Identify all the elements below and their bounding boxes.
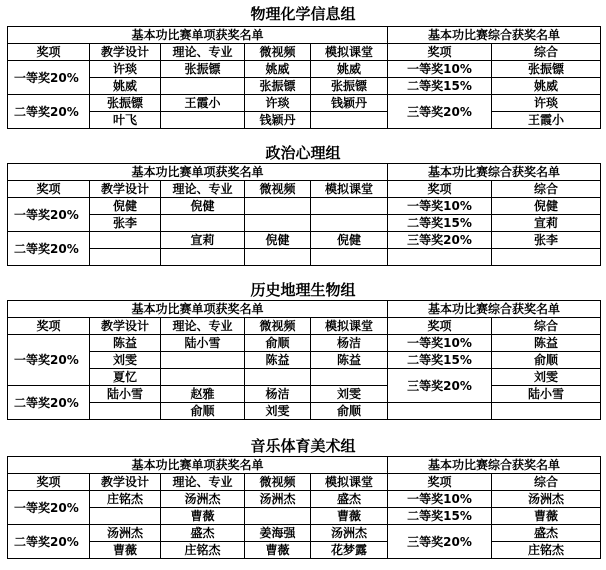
first-prize-label: 一等奖20% [8, 335, 90, 386]
combined-header: 综合 [492, 318, 601, 335]
name-cell: 张振镖 [90, 95, 161, 112]
name-cell: 陈益 [90, 335, 161, 352]
name-cell: 王霞小 [161, 95, 245, 112]
award-table-music-sports-art [7, 456, 601, 559]
name-cell [161, 78, 245, 95]
name-cell: 陆小雪 [90, 386, 161, 403]
name-cell: 张振镖 [311, 78, 388, 95]
name-cell: 曹薇 [245, 542, 311, 559]
name-cell: 汤洲杰 [161, 491, 245, 508]
name-cell: 盛杰 [161, 525, 245, 542]
name-cell: 倪健 [90, 198, 161, 215]
name-cell: 俞顺 [161, 403, 245, 420]
name-cell: 姜海强 [245, 525, 311, 542]
combined-name-cell: 姚威 [492, 78, 601, 95]
name-cell [245, 215, 311, 232]
second-prize-label: 二等奖20% [8, 95, 90, 129]
mock-class-header: 模拟课堂 [311, 44, 388, 61]
name-cell: 庄铭杰 [161, 542, 245, 559]
first-prize-label: 一等奖20% [8, 61, 90, 95]
name-cell [245, 508, 311, 525]
award-header: 奖项 [8, 318, 90, 335]
name-cell [90, 249, 161, 266]
name-cell: 刘雯 [90, 352, 161, 369]
name-cell [311, 112, 388, 129]
theory-header: 理论、专业 [161, 44, 245, 61]
combined-award-header: 奖项 [388, 181, 492, 198]
combined-name-cell: 许琰 [492, 95, 601, 112]
name-cell: 曹薇 [311, 508, 388, 525]
combined-name-cell: 倪健 [492, 198, 601, 215]
single-award-title: 基本功比赛单项获奖名单 [8, 164, 388, 181]
name-cell: 夏忆 [90, 369, 161, 386]
name-cell [90, 508, 161, 525]
combined-name-cell [492, 403, 601, 420]
name-cell: 张振镖 [245, 78, 311, 95]
award-table-history-geography-biology [7, 300, 601, 420]
combined-rank-cell: 三等奖20% [388, 232, 492, 249]
name-cell: 汤洲杰 [90, 525, 161, 542]
name-cell [311, 369, 388, 386]
name-cell: 许琰 [245, 95, 311, 112]
award-table-politics-psychology [7, 163, 601, 266]
name-cell [90, 232, 161, 249]
name-cell: 钱颖丹 [245, 112, 311, 129]
combined-name-cell: 曹薇 [492, 508, 601, 525]
name-cell: 俞顺 [311, 403, 388, 420]
name-cell: 汤洲杰 [311, 525, 388, 542]
name-cell: 姚威 [245, 61, 311, 78]
name-cell: 张振镖 [161, 61, 245, 78]
name-cell: 宣莉 [161, 232, 245, 249]
combined-award-title: 基本功比赛综合获奖名单 [388, 301, 601, 318]
group-title: 政治心理组 [265, 144, 341, 162]
name-cell [161, 112, 245, 129]
name-cell [90, 403, 161, 420]
combined-name-cell: 刘雯 [492, 369, 601, 386]
combined-name-cell [492, 249, 601, 266]
teaching-design-header: 教学设计 [90, 318, 161, 335]
single-award-title: 基本功比赛单项获奖名单 [8, 457, 388, 474]
name-cell: 刘雯 [311, 386, 388, 403]
name-cell: 盛杰 [311, 491, 388, 508]
combined-name-cell: 陆小雪 [492, 386, 601, 403]
name-cell [161, 249, 245, 266]
combined-rank-cell: 一等奖10% [388, 335, 492, 352]
combined-name-cell: 汤洲杰 [492, 491, 601, 508]
combined-rank-cell: 二等奖15% [388, 508, 492, 525]
combined-rank-cell: 一等奖10% [388, 491, 492, 508]
combined-name-cell: 俞顺 [492, 352, 601, 369]
name-cell: 许琰 [90, 61, 161, 78]
combined-header: 综合 [492, 474, 601, 491]
mock-class-header: 模拟课堂 [311, 318, 388, 335]
combined-award-header: 奖项 [388, 44, 492, 61]
name-cell [245, 369, 311, 386]
name-cell: 刘雯 [245, 403, 311, 420]
name-cell: 姚威 [90, 78, 161, 95]
combined-rank-cell: 三等奖20% [388, 525, 492, 559]
theory-header: 理论、专业 [161, 181, 245, 198]
combined-header: 综合 [492, 44, 601, 61]
name-cell: 陆小雪 [161, 335, 245, 352]
combined-name-cell: 宣莉 [492, 215, 601, 232]
combined-rank-cell: 二等奖15% [388, 215, 492, 232]
combined-name-cell: 盛杰 [492, 525, 601, 542]
combined-name-cell: 张李 [492, 232, 601, 249]
mock-class-header: 模拟课堂 [311, 474, 388, 491]
combined-rank-cell [388, 403, 492, 420]
name-cell [161, 215, 245, 232]
name-cell [161, 352, 245, 369]
name-cell: 叶飞 [90, 112, 161, 129]
teaching-design-header: 教学设计 [90, 44, 161, 61]
combined-award-header: 奖项 [388, 318, 492, 335]
name-cell: 俞顺 [245, 335, 311, 352]
name-cell [245, 198, 311, 215]
combined-name-cell: 王霞小 [492, 112, 601, 129]
combined-name-cell: 庄铭杰 [492, 542, 601, 559]
micro-video-header: 微视频 [245, 318, 311, 335]
combined-award-title: 基本功比赛综合获奖名单 [388, 457, 601, 474]
teaching-design-header: 教学设计 [90, 181, 161, 198]
name-cell: 曹薇 [161, 508, 245, 525]
single-award-title: 基本功比赛单项获奖名单 [8, 27, 388, 44]
first-prize-label: 一等奖20% [8, 198, 90, 232]
theory-header: 理论、专业 [161, 318, 245, 335]
combined-award-title: 基本功比赛综合获奖名单 [388, 164, 601, 181]
name-cell [245, 249, 311, 266]
micro-video-header: 微视频 [245, 474, 311, 491]
second-prize-label: 二等奖20% [8, 232, 90, 266]
combined-rank-cell: 三等奖20% [388, 95, 492, 129]
combined-rank-cell [388, 249, 492, 266]
theory-header: 理论、专业 [161, 474, 245, 491]
combined-rank-cell: 二等奖15% [388, 78, 492, 95]
name-cell [311, 249, 388, 266]
name-cell: 张李 [90, 215, 161, 232]
name-cell: 倪健 [161, 198, 245, 215]
name-cell: 汤洲杰 [245, 491, 311, 508]
name-cell: 倪健 [311, 232, 388, 249]
combined-rank-cell: 三等奖20% [388, 369, 492, 403]
combined-rank-cell: 二等奖15% [388, 352, 492, 369]
name-cell [311, 198, 388, 215]
name-cell: 庄铭杰 [90, 491, 161, 508]
name-cell: 陈益 [245, 352, 311, 369]
combined-award-header: 奖项 [388, 474, 492, 491]
second-prize-label: 二等奖20% [8, 525, 90, 559]
second-prize-label: 二等奖20% [8, 386, 90, 420]
name-cell [311, 215, 388, 232]
name-cell: 杨洁 [311, 335, 388, 352]
name-cell: 钱颖丹 [311, 95, 388, 112]
combined-rank-cell: 一等奖10% [388, 61, 492, 78]
combined-award-title: 基本功比赛综合获奖名单 [388, 27, 601, 44]
first-prize-label: 一等奖20% [8, 491, 90, 525]
name-cell: 倪健 [245, 232, 311, 249]
combined-rank-cell: 一等奖10% [388, 198, 492, 215]
award-header: 奖项 [8, 474, 90, 491]
name-cell: 姚威 [311, 61, 388, 78]
award-header: 奖项 [8, 181, 90, 198]
name-cell: 杨洁 [245, 386, 311, 403]
name-cell: 赵雅 [161, 386, 245, 403]
combined-header: 综合 [492, 181, 601, 198]
single-award-title: 基本功比赛单项获奖名单 [8, 301, 388, 318]
name-cell: 花梦露 [311, 542, 388, 559]
group-title: 音乐体育美术组 [250, 437, 356, 455]
award-table-physics-chemistry [7, 26, 601, 129]
teaching-design-header: 教学设计 [90, 474, 161, 491]
name-cell: 陈益 [311, 352, 388, 369]
group-title: 物理化学信息组 [250, 5, 356, 23]
name-cell [161, 369, 245, 386]
micro-video-header: 微视频 [245, 181, 311, 198]
mock-class-header: 模拟课堂 [311, 181, 388, 198]
combined-name-cell: 张振镖 [492, 61, 601, 78]
group-title: 历史地理生物组 [250, 281, 356, 299]
name-cell: 曹薇 [90, 542, 161, 559]
combined-name-cell: 陈益 [492, 335, 601, 352]
micro-video-header: 微视频 [245, 44, 311, 61]
award-header: 奖项 [8, 44, 90, 61]
